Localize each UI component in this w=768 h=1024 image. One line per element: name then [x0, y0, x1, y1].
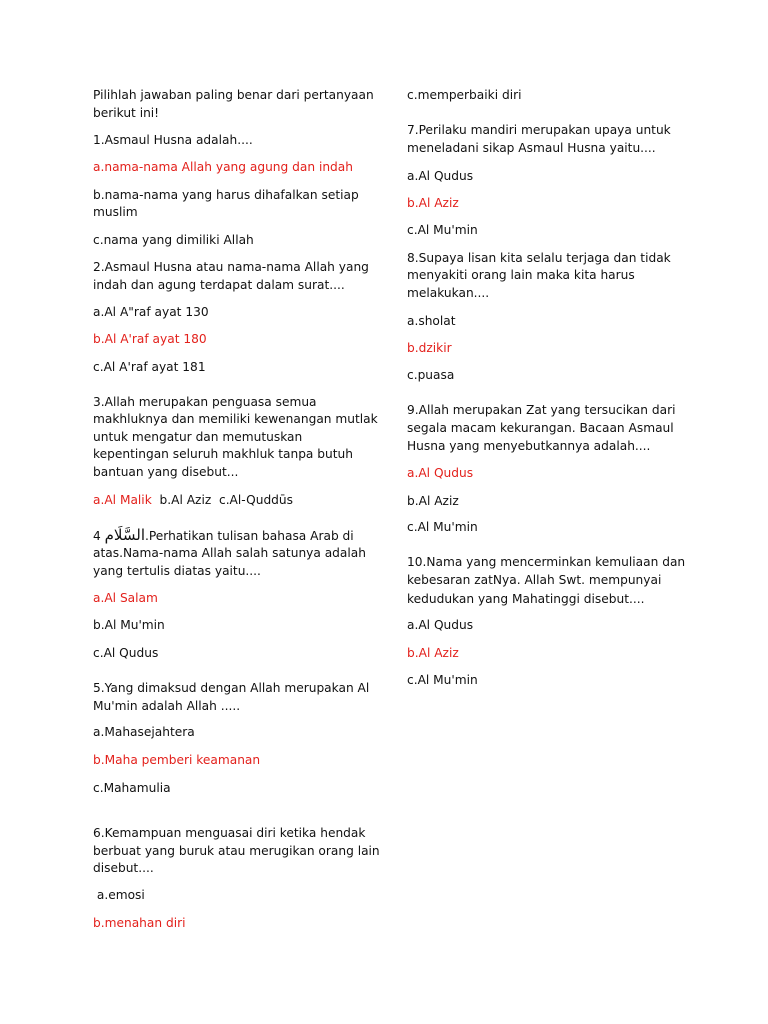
q5-question-line-2: Mu'min adalah Allah .....	[93, 699, 241, 713]
q4-number: 4	[93, 529, 105, 543]
q5-option-a: a.Mahasejahtera	[93, 725, 195, 739]
q4-question-text: .Perhatikan tulisan bahasa Arab di	[145, 529, 354, 543]
q3-option-a-answer: a.Al Malik	[93, 493, 152, 507]
q9-question-line-3: Husna yang menyebutkannya adalah....	[407, 439, 651, 453]
q9-option-c: c.Al Mu'min	[407, 520, 478, 534]
q3-question-line-4: kepentingan seluruh makhluk tanpa butuh	[93, 447, 353, 461]
q3-question-line-5: bantuan yang disebut...	[93, 465, 239, 479]
q5-option-b-answer: b.Maha pemberi keamanan	[93, 753, 261, 767]
q9-option-b: b.Al Aziz	[407, 494, 459, 508]
q6-option-c: c.memperbaiki diri	[407, 88, 522, 102]
q4-question-line-2: atas.Nama-nama Allah salah satunya adalah	[93, 546, 366, 560]
q8-option-b-answer: b.dzikir	[407, 341, 452, 355]
q6-question-line-1: 6.Kemampuan menguasai diri ketika hendak	[93, 826, 366, 840]
q8-option-a: a.sholat	[407, 314, 456, 328]
q3-question-line-1: 3.Allah merupakan penguasa semua	[93, 395, 317, 409]
q4-question-line-3: yang tertulis diatas yaitu....	[93, 564, 261, 578]
q1-option-b-line-2: muslim	[93, 205, 138, 219]
q3-options-b-c: b.Al Aziz c.Al-Quddūs	[151, 493, 293, 507]
q4-option-c: c.Al Qudus	[93, 646, 159, 660]
instruction-line-1: Pilihlah jawaban paling benar dari pertanyaan	[93, 88, 374, 102]
q9-question-line-2: segala macam kekurangan. Bacaan Asmaul	[407, 421, 674, 435]
q1-option-c: c.nama yang dimiliki Allah	[93, 233, 254, 247]
q10-option-b-answer: b.Al Aziz	[407, 646, 459, 660]
q1-question: 1.Asmaul Husna adalah....	[93, 133, 253, 147]
q7-option-a: a.Al Qudus	[407, 169, 474, 183]
q8-question-line-2: menyakiti orang lain maka kita harus	[407, 268, 635, 282]
q4-arabic-text: السَّلَام	[104, 526, 145, 544]
q7-question-line-1: 7.Perilaku mandiri merupakan upaya untuk	[407, 123, 671, 137]
q2-option-c: c.Al A'raf ayat 181	[93, 360, 206, 374]
q6-question-line-2: berbuat yang buruk atau merugikan orang lain	[93, 844, 380, 858]
q6-question-line-3: disebut....	[93, 861, 154, 875]
q4-question-line-1	[93, 527, 354, 545]
q6-option-b-answer: b.menahan diri	[93, 916, 186, 930]
q3-options	[93, 492, 293, 509]
q9-question-line-1: 9.Allah merupakan Zat yang tersucikan dari	[407, 403, 676, 417]
q1-option-a-answer: a.nama-nama Allah yang agung dan indah	[93, 160, 353, 174]
q4-option-a-answer: a.Al Salam	[93, 591, 158, 605]
q7-option-c: c.Al Mu'min	[407, 223, 478, 237]
q5-question-line-1: 5.Yang dimaksud dengan Allah merupakan Al	[93, 681, 370, 695]
q2-question-line-2: indah dan agung terdapat dalam surat....	[93, 278, 345, 292]
instruction-line-2: berikut ini!	[93, 106, 160, 120]
q10-question-line-3: kedudukan yang Mahatinggi disebut....	[407, 592, 645, 606]
q7-option-b-answer: b.Al Aziz	[407, 196, 459, 210]
q1-option-b-line-1: b.nama-nama yang harus dihafalkan setiap	[93, 188, 359, 202]
q2-option-a: a.Al A"raf ayat 130	[93, 305, 209, 319]
q7-question-line-2: meneladani sikap Asmaul Husna yaitu....	[407, 141, 656, 155]
q10-option-c: c.Al Mu'min	[407, 673, 478, 687]
q10-question-line-1: 10.Nama yang mencerminkan kemuliaan dan	[407, 555, 686, 569]
q2-option-b-answer: b.Al A'raf ayat 180	[93, 332, 207, 346]
q10-question-line-2: kebesaran zatNya. Allah Swt. mempunyai	[407, 573, 662, 587]
q9-option-a-answer: a.Al Qudus	[407, 466, 474, 480]
q3-question-line-3: untuk mengatur dan memutuskan	[93, 430, 303, 444]
q6-option-a: a.emosi	[93, 888, 145, 902]
q8-question-line-3: melakukan....	[407, 286, 490, 300]
q2-question-line-1: 2.Asmaul Husna atau nama-nama Allah yang	[93, 260, 369, 274]
q10-option-a: a.Al Qudus	[407, 618, 474, 632]
q8-option-c: c.puasa	[407, 368, 455, 382]
q5-option-c: c.Mahamulia	[93, 781, 171, 795]
q8-question-line-1: 8.Supaya lisan kita selalu terjaga dan tidak	[407, 251, 671, 265]
q3-question-line-2: makhluknya dan memiliki kewenangan mutlak	[93, 412, 378, 426]
q4-option-b: b.Al Mu'min	[93, 618, 165, 632]
